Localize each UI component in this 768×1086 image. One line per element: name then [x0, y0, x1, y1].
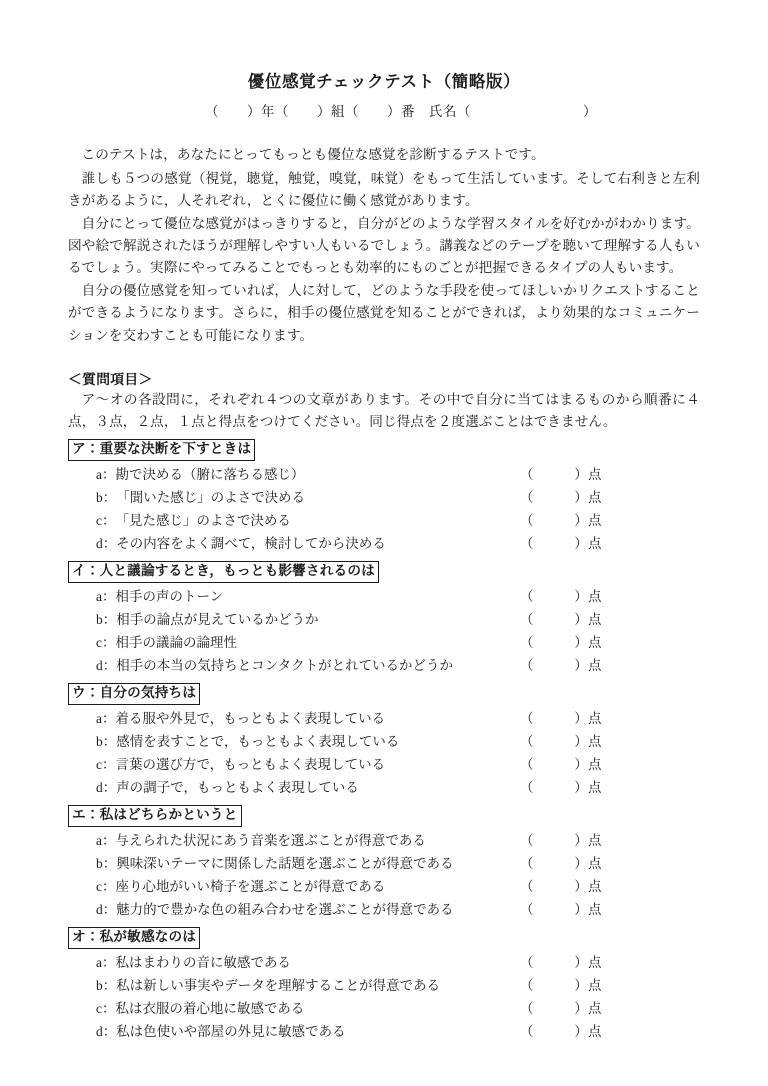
question-section-heading: ＜質問項目＞ — [68, 371, 153, 387]
question-option-row — [68, 951, 700, 974]
option-text: 「見た感じ」のよさで決める — [115, 513, 291, 529]
score-input-field[interactable]: （ ）点 — [520, 589, 602, 605]
option-text: 声の調子で，もっともよく表現している — [116, 780, 359, 796]
question-option-row — [68, 974, 700, 997]
option-text: 興味深いテーマに関係した話題を選ぶことが得意である — [116, 856, 454, 871]
question-heading: ア：重要な決断を下すときは — [68, 439, 255, 461]
option-text: その内容をよく調べて，検討してから決める — [116, 536, 386, 552]
option-letter: a — [96, 833, 103, 848]
option-separator: ： — [102, 1000, 116, 1016]
option-letter: c — [96, 879, 103, 894]
intro-paragraph: 誰しも５つの感覚（視覚，聴覚，触覚，嗅覚，味覚）をもって生活しています。そして右利きと左利きがあるように，人それぞれ，とくに優位に働く感覚があります。 — [68, 170, 700, 208]
option-text: 私はまわりの音に敏感である — [115, 954, 291, 970]
question-options — [68, 707, 700, 799]
option-letter: b — [96, 490, 103, 506]
question-option-row — [68, 753, 700, 776]
question-option-row — [68, 707, 700, 730]
option-letter: b — [96, 856, 103, 871]
score-input-field[interactable]: （ ）点 — [520, 1000, 602, 1016]
option-text: 私は衣服の着心地に敏感である — [115, 1000, 305, 1016]
option-letter: c — [96, 1000, 103, 1016]
option-letter: b — [96, 734, 103, 750]
option-separator: ： — [102, 658, 117, 674]
option-separator: ： — [102, 490, 117, 506]
option-separator: ： — [102, 879, 116, 894]
question-options — [68, 463, 700, 555]
score-input-field[interactable]: （ ）点 — [520, 833, 602, 848]
score-input-field[interactable]: （ ）点 — [520, 902, 602, 917]
option-separator: ： — [102, 954, 116, 970]
option-text: 相手の論点が見えているかどうか — [116, 612, 319, 628]
option-letter: b — [96, 612, 103, 628]
option-letter: a — [96, 589, 103, 605]
option-text: 言葉の選び方で，もっともよく表現している — [115, 757, 386, 773]
option-text: 魅力的で豊かな色の組み合わせを選ぶことが得意である — [116, 902, 454, 917]
option-letter: a — [96, 711, 103, 727]
option-text: 私は新しい事実やデータを理解することが得意である — [116, 977, 441, 993]
question-option-row — [68, 486, 700, 509]
question-option-row — [68, 829, 700, 852]
score-input-field[interactable]: （ ）点 — [520, 977, 602, 993]
option-text: 私は色使いや部屋の外見に敏感である — [116, 1023, 346, 1039]
score-input-field[interactable]: （ ）点 — [520, 879, 602, 894]
question-options — [68, 585, 700, 677]
question-heading-wrap — [68, 439, 700, 461]
option-letter: a — [96, 467, 103, 483]
intro-paragraph: このテストは，あなたにとってもっとも優位な感覚を診断するテストです。 — [81, 147, 545, 163]
option-text: 「聞いた感じ」のよさで決める — [116, 490, 306, 506]
option-letter: d — [96, 902, 103, 917]
intro-paragraph: 自分にとって優位な感覚がはっきりすると，自分がどのような学習スタイルを好むかがわかります。図や絵で解説されたほうが理解しやすい人もいるでしょう。講義などのテープを聴いて理解する人もいるでしょう。実際にやってみることでもっとも効率的にものごとが把握できるタイプの人もいます。 — [68, 215, 700, 276]
option-separator: ： — [102, 711, 116, 727]
option-separator: ： — [102, 734, 117, 750]
question-option-row — [68, 654, 700, 677]
option-separator: ： — [102, 833, 116, 848]
option-letter: d — [96, 780, 103, 796]
score-input-field[interactable]: （ ）点 — [520, 635, 602, 651]
option-text: 相手の声のトーン — [115, 589, 224, 605]
question-block — [68, 683, 700, 799]
question-heading: ウ：自分の気持ちは — [68, 683, 200, 705]
option-letter: c — [96, 513, 103, 529]
score-input-field[interactable]: （ ）点 — [520, 1023, 602, 1039]
question-heading-wrap — [68, 805, 700, 827]
option-text: 感情を表すことで，もっともよく表現している — [116, 734, 400, 750]
intro-paragraph: 自分の優位感覚を知っていれば，人に対して，どのような手段を使ってほしいかリクエストすることができるようになります。さらに，相手の優位感覚を知ることができれば，より効果的なコミュニケーションを交わすことも可能になります。 — [68, 283, 700, 343]
score-input-field[interactable]: （ ）点 — [520, 757, 602, 773]
intro-section — [68, 144, 700, 346]
question-block — [68, 927, 700, 1043]
option-separator: ： — [102, 856, 117, 871]
score-input-field[interactable]: （ ）点 — [520, 780, 602, 796]
question-option-row — [68, 730, 700, 753]
question-option-row — [68, 509, 700, 532]
option-text: 与えられた状況にあう音楽を選ぶことが得意である — [115, 833, 426, 848]
question-option-row — [68, 898, 700, 921]
option-separator: ： — [102, 612, 117, 628]
option-text: 座り心地がいい椅子を選ぶことが得意である — [115, 879, 386, 894]
score-input-field[interactable]: （ ）点 — [520, 612, 602, 628]
option-separator: ： — [102, 780, 117, 796]
question-section-instructions: ア〜オの各設問に，それぞれ４つの文章があります。その中で自分に当てはまるものから順番に４点，３点，２点，１点と得点をつけてください。同じ得点を２度選ぶことはできません。 — [68, 391, 700, 429]
question-block — [68, 561, 700, 677]
option-letter: d — [96, 536, 103, 552]
question-option-row — [68, 585, 700, 608]
score-input-field[interactable]: （ ）点 — [520, 467, 602, 483]
question-option-row — [68, 875, 700, 898]
question-options — [68, 951, 700, 1043]
score-input-field[interactable]: （ ）点 — [520, 658, 602, 674]
option-separator: ： — [102, 536, 117, 552]
page-title: 優位感覚チェックテスト（簡略版） — [247, 72, 521, 91]
option-separator: ： — [102, 513, 116, 529]
score-input-field[interactable]: （ ）点 — [520, 856, 602, 871]
question-heading: イ：人と議論するとき，もっとも影響されるのは — [68, 561, 379, 583]
question-option-row — [68, 852, 700, 875]
score-input-field[interactable]: （ ）点 — [520, 490, 602, 506]
question-heading: オ：私が敏感なのは — [68, 927, 200, 949]
score-input-field[interactable]: （ ）点 — [520, 513, 602, 529]
score-input-field[interactable]: （ ）点 — [520, 734, 602, 750]
option-text: 勘で決める（腑に落ちる感じ） — [115, 467, 305, 483]
option-letter: d — [96, 1023, 103, 1039]
question-option-row — [68, 776, 700, 799]
option-separator: ： — [102, 902, 117, 917]
question-option-row — [68, 608, 700, 631]
question-option-row — [68, 1020, 700, 1043]
question-heading: エ：私はどちらかというと — [68, 805, 242, 827]
option-letter: b — [96, 977, 103, 993]
question-option-row — [68, 997, 700, 1020]
option-text: 着る服や外見で，もっともよく表現している — [115, 711, 386, 727]
score-input-field[interactable]: （ ）点 — [520, 711, 602, 727]
option-text: 相手の議論の論理性 — [115, 635, 237, 651]
question-option-row — [68, 631, 700, 654]
option-separator: ： — [102, 467, 116, 483]
score-input-field[interactable]: （ ）点 — [520, 954, 602, 970]
option-separator: ： — [102, 977, 117, 993]
question-options — [68, 829, 700, 921]
option-separator: ： — [102, 1023, 117, 1039]
option-letter: a — [96, 954, 103, 970]
score-input-field[interactable]: （ ）点 — [520, 536, 602, 552]
option-letter: c — [96, 757, 103, 773]
option-separator: ： — [102, 589, 116, 605]
option-text: 相手の本当の気持ちとコンタクトがとれているかどうか — [116, 658, 454, 674]
question-block — [68, 439, 700, 555]
questions-list — [68, 439, 700, 1043]
option-letter: c — [96, 635, 103, 651]
question-option-row — [68, 463, 700, 486]
name-fields-line: （ ）年（ ）組（ ）番 氏名（ ） — [205, 104, 597, 120]
option-letter: d — [96, 658, 103, 674]
question-option-row — [68, 532, 700, 555]
question-heading-wrap — [68, 683, 700, 705]
question-heading-wrap — [68, 561, 700, 583]
option-separator: ： — [102, 635, 116, 651]
question-block — [68, 805, 700, 921]
question-heading-wrap — [68, 927, 700, 949]
option-separator: ： — [102, 757, 116, 773]
